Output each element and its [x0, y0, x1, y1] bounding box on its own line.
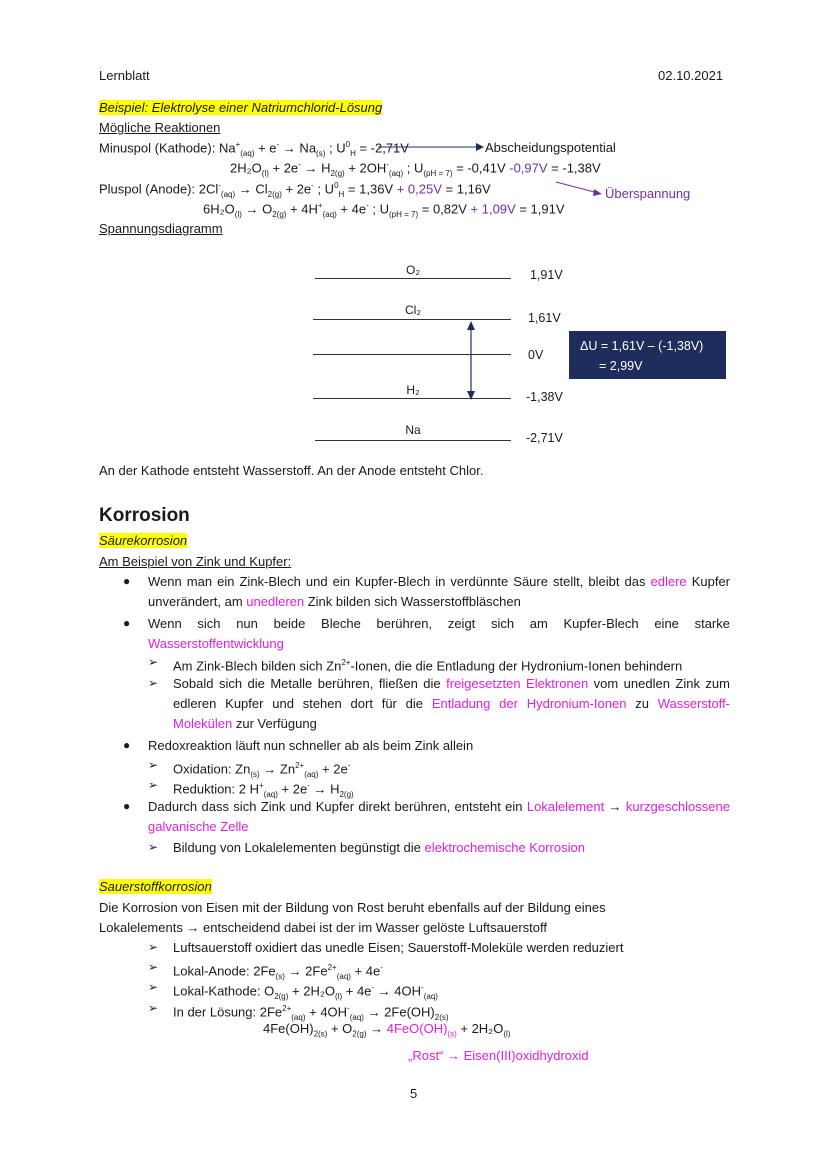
- paragraph-redoxreaktion: Redoxreaktion läuft nun schneller ab als beim Zink allein: [148, 738, 474, 753]
- paragraph-lokalelement: Dadurch dass sich Zink und Kupfer direkt berühren, entsteht ein Lokalelement → kurzgeschlossene galvanische Zelle: [148, 799, 730, 834]
- delta-u-line1: ΔU = 1,61V – (-1,38V): [580, 339, 704, 353]
- subheading-spannungsdiagramm: Spannungsdiagramm: [99, 221, 223, 236]
- paragraph-eisen-rost: Die Korrosion von Eisen mit der Bildung von Rost beruht ebenfalls auf der Bildung eines Lokalelements → entscheidend dabei ist der im Wasser gelöste Luftsauerstoff: [99, 900, 606, 935]
- equation-lokal-kathode: Lokal-Kathode: $O_{2(g)} + 2H_2O_{(l)} + 4e^- \to 4OH^-_{(aq)}$: [173, 983, 438, 1001]
- equation-reduktion: Reduktion: 2 $H^+_{(aq)} + 2e^- \to H_{2(g)}$: [173, 781, 354, 799]
- equation-rostbildung: $4Fe(OH)_{2(s)} + O_{2(g)} \to 4FeO(OH)_{(s)} + 2H_2O_{(l)}$: [263, 1021, 511, 1039]
- section-heading-elektrolyse: Beispiel: Elektrolyse einer Natriumchlorid-Lösung: [99, 100, 383, 115]
- equation-oxidation: Oxidation: $Zn_{(s)} \to Zn^{2+}_{(aq)} + 2e^-$: [173, 761, 351, 779]
- pluspol-label: Pluspol (Anode):: [99, 181, 196, 197]
- level-value-h2: -1,38V: [526, 390, 563, 404]
- subheading-reaktionen: Mögliche Reaktionen: [99, 120, 221, 135]
- minuspol-equation: Minuspol (Kathode): $Na^+_{(aq)} + e^- \to Na_{(s)}$ ; $U^0_H = -2,71V$: [99, 140, 409, 158]
- paragraph-elektronenfluss: Sobald sich die Metalle berühren, fließen die freigesetzten Elektronen vom unedlen Zink zum edleren Kupfer und stehen dort für die Entladung der Hydronium-Ionen zu Wasserstoff-Molekülen zur Verfügung: [173, 676, 731, 731]
- delta-u-line2: = 2,99V: [599, 359, 643, 373]
- minuspol-label: Minuspol (Kathode):: [99, 140, 216, 156]
- header-date: 02.10.2021: [658, 68, 724, 83]
- paragraph-beruehren: Wenn sich nun beide Bleche berühren, zeigt sich am Kupfer-Blech eine starke Wasserstoffentwicklung: [148, 616, 730, 651]
- annotation-ueberspannung: Überspannung: [605, 186, 691, 201]
- rost-name: Eisen(III)oxidhydroxid: [463, 1048, 589, 1063]
- sauerstoffkorrosion-heading: Sauerstoffkorrosion: [99, 879, 212, 894]
- water-reduction-equation: $2H_2O_{(l)} + 2e^- \to H_{2(g)} + 2OH^-_{(aq)}$ ; $U_{(pH = 7)} = -0,41V$ -0,97V = -1,38V: [230, 160, 601, 178]
- arrow-bullet: ➢: [148, 940, 159, 954]
- bullet-dot: ●: [123, 574, 131, 588]
- bullet-dot: ●: [123, 616, 131, 630]
- arrow-bullet: ➢: [148, 655, 159, 669]
- paragraph-luftsauerstoff: Luftsauerstoff oxidiert das unedle Eisen; Sauerstoff-Moleküle werden reduziert: [173, 940, 624, 955]
- arrow-bullet: ➢: [148, 960, 159, 974]
- paragraph-zinkionen: Am Zink-Blech bilden sich $Zn^{2+}$-Ionen, die die Entladung der Hydronium-Ionen behindern: [173, 658, 683, 674]
- paragraph-bildung-lokalelemente: Bildung von Lokalelementen begünstigt die elektrochemische Korrosion: [173, 840, 585, 855]
- rost-annotation: „Rost“ → Eisen(III)oxidhydroxid: [408, 1048, 589, 1063]
- conclusion-text: An der Kathode entsteht Wasserstoff. An der Anode entsteht Chlor.: [99, 463, 484, 478]
- saeurekorrosion-heading: Säurekorrosion: [99, 533, 188, 548]
- paragraph-bleche: Wenn man ein Zink-Blech und ein Kupfer-Blech in verdünnte Säure stellt, bleibt das edlere Kupfer unverändert, am unedleren Zink bilden sich Wasserstoffbläschen: [148, 574, 730, 609]
- equation-loesung: In der Lösung: $2Fe^{2+}_{(aq)} + 4OH^-_{(aq)} \to 2Fe(OH)_{2(s)}$: [173, 1004, 449, 1022]
- delta-u-box: [569, 331, 726, 379]
- level-value-na: -2,71V: [526, 431, 563, 445]
- level-value-o2: 1,91V: [530, 268, 563, 282]
- bullet-dot: ●: [123, 799, 131, 813]
- level-label-cl2: Cl₂: [405, 303, 421, 317]
- arrow-bullet: ➢: [148, 676, 159, 690]
- level-value-cl2: 1,61V: [528, 311, 561, 325]
- level-label-o2: O₂: [406, 263, 420, 277]
- arrow-bullet: ➢: [148, 980, 159, 994]
- header-title: Lernblatt: [99, 68, 150, 83]
- pluspol-equation: Pluspol (Anode): $2Cl^-_{(aq)} \to Cl_{2(g)} + 2e^-$ ; $U^0_H = 1,36V + 0,25V = 1,16V$: [99, 181, 491, 199]
- level-label-h2: H₂: [406, 383, 420, 397]
- reduktion-label: Reduktion: 2 H: [173, 781, 259, 797]
- oxidation-label: Oxidation: Zn: [173, 761, 251, 777]
- arrow-bullet: ➢: [148, 758, 159, 772]
- beispiel-zink-kupfer: Am Beispiel von Zink und Kupfer:: [99, 554, 292, 569]
- equation-lokal-anode: Lokal-Anode: $2Fe_{(s)} \to 2Fe^{2+}_{(aq)} + 4e^-$: [173, 963, 383, 981]
- water-oxidation-equation: $6H_2O_{(l)} \to O_{2(g)} + 4H^+_{(aq)} + 4e^-$ ; $U_{(pH = 7)} = 0,82V + 1,09V = 1,91V$: [203, 201, 565, 219]
- arrow-bullet: ➢: [148, 778, 159, 792]
- arrow-bullet: ➢: [148, 1001, 159, 1015]
- annotation-abscheidungspotential: Abscheidungspotential: [485, 140, 616, 155]
- page-number: 5: [410, 1086, 418, 1101]
- level-value-zero: 0V: [528, 348, 544, 362]
- korrosion-title: Korrosion: [99, 505, 190, 526]
- bullet-dot: ●: [123, 738, 131, 752]
- rost-label: „Rost“: [408, 1048, 444, 1063]
- arrow-bullet: ➢: [148, 840, 159, 854]
- level-label-na: Na: [405, 423, 421, 437]
